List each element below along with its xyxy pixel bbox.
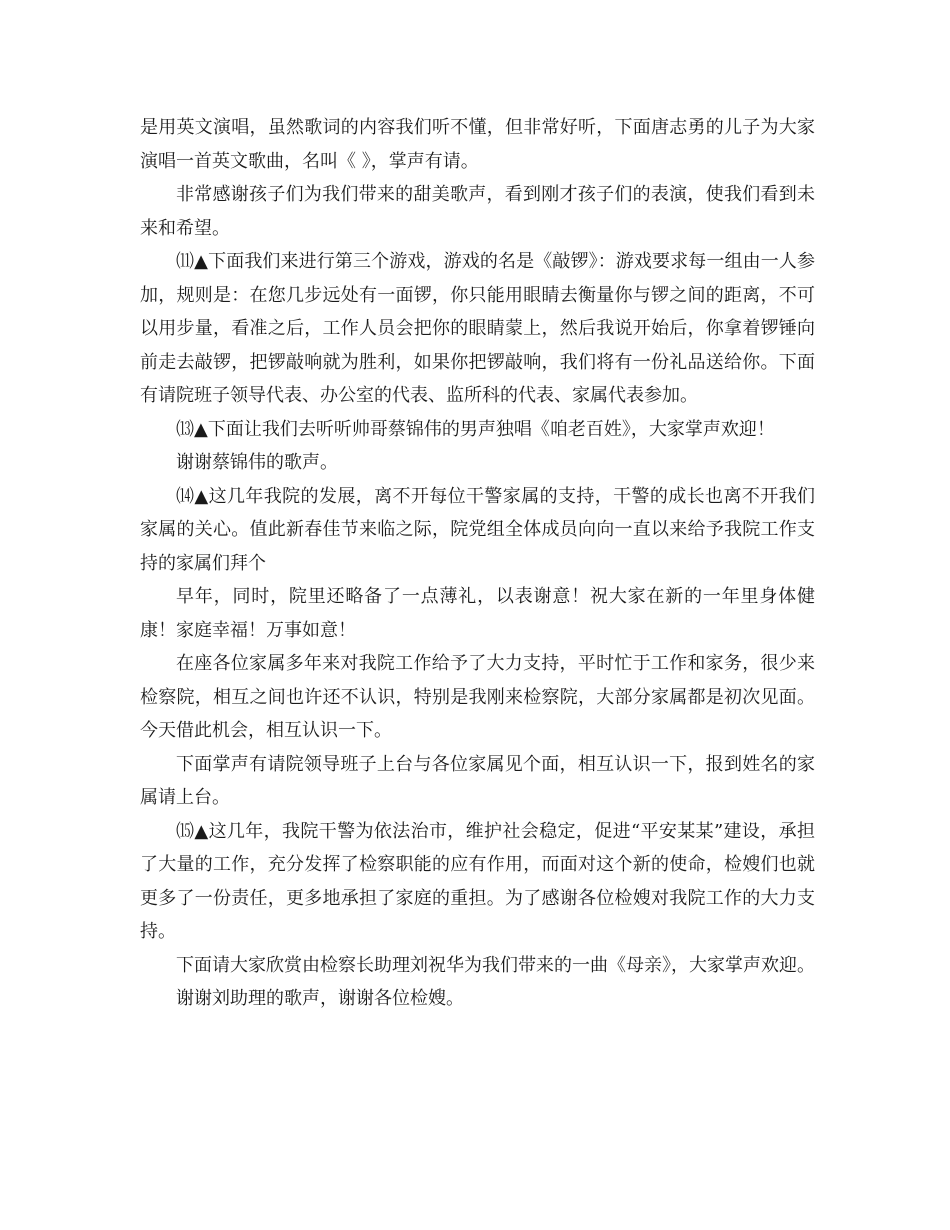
paragraph-6: ⒁▲这几年我院的发展，离不开每位干警家属的支持，干警的成长也离不开我们家属的关心。值此新春佳节来临之际，院党组全体成员向向一直以来给予我院工作支持的家属们拜个	[140, 485, 815, 574]
paragraph-3: ⑾▲下面我们来进行第三个游戏，游戏的名是《敲锣》：游戏要求每一组由一人参加，规则是：在您几步远处有一面锣，你只能用眼睛去衡量你与锣之间的距离，不可以用步量，看准之后，工作人员会把你的眼睛蒙上，然后我说开始后，你拿着锣锤向前走去敲锣，把锣敲响就为胜利，如果你把锣敲响，我们将有一份礼品送给你。下面有请院班子领导代表、办公室的代表、监所科的代表、家属代表参加。	[140, 251, 815, 406]
document-body	[140, 111, 815, 1016]
paragraph-5: 谢谢蔡锦伟的歌声。	[176, 452, 338, 473]
paragraph-4: ⒀▲下面让我们去听听帅哥蔡锦伟的男声独唱《咱老百姓》，大家掌声欢迎！	[176, 418, 775, 440]
paragraph-2: 非常感谢孩子们为我们带来的甜美歌声，看到刚才孩子们的表演，使我们看到未来和希望。	[140, 184, 815, 239]
paragraph-12: 谢谢刘助理的歌声，谢谢各位检嫂。	[176, 988, 464, 1009]
paragraph-10: ⒂▲这几年，我院干警为依法治市，维护社会稳定，促进“平安某某”建设，承担了大量的工作，充分发挥了检察职能的应有作用，而面对这个新的使命，检嫂们也就更多了一份责任，更多地承担了家庭的重担。为了感谢各位检嫂对我院工作的大力支持。	[140, 820, 815, 942]
paragraph-9: 下面掌声有请院领导班子上台与各位家属见个面，相互认识一下，报到姓名的家属请上台。	[140, 753, 815, 808]
paragraph-1: 是用英文演唱，虽然歌词的内容我们听不懂，但非常好听，下面唐志勇的儿子为大家演唱一首英文歌曲，名叫《 》，掌声有请。	[140, 117, 815, 172]
paragraph-7: 早年，同时，院里还略备了一点薄礼，以表谢意！祝大家在新的一年里身体健康！家庭幸福！万事如意！	[140, 586, 815, 641]
paragraph-8: 在座各位家属多年来对我院工作给予了大力支持，平时忙于工作和家务，很少来检察院，相互之间也许还不认识，特别是我刚来检察院，大部分家属都是初次见面。今天借此机会，相互认识一下。	[140, 653, 815, 741]
paragraph-11: 下面请大家欣赏由检察长助理刘祝华为我们带来的一曲《母亲》，大家掌声欢迎。	[176, 954, 815, 976]
